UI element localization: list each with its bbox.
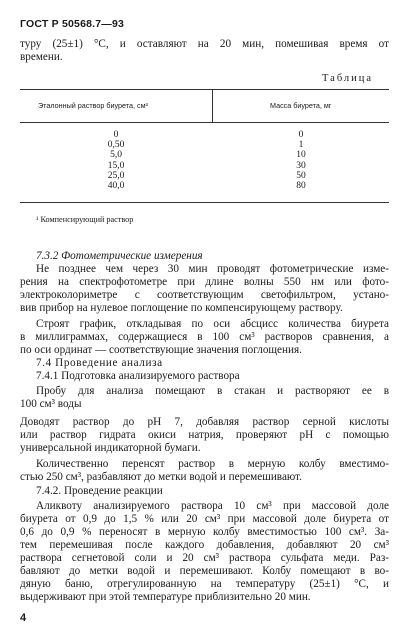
table-cell: 10 (296, 150, 306, 161)
table-header-rule (20, 122, 389, 123)
table-col2-header: Масса биурета, мг (270, 101, 332, 110)
paragraph-line: 0,6 до 0,9 % переносят в мерную колбу вместимостью 100 см³. За- (20, 526, 389, 538)
table-col1-values (86, 130, 146, 191)
page-number: 4 (20, 612, 27, 624)
table-footnote: ¹ Компенсирующий раствор (36, 215, 134, 224)
intro-line-2: времени. (20, 51, 63, 63)
section-7-4-1-heading: 7.4.1 Подготовка анализируемого раствора (36, 370, 240, 382)
paragraph-line: вив прибор на нулевое поглощение по компенсирующему раствору. (20, 302, 343, 314)
table-caption: Таблица (322, 73, 374, 84)
table-cell: 80 (296, 181, 306, 192)
intro-line-1: туру (25±1) °С, и оставляют на 20 мин, помешивая время от (20, 38, 389, 50)
paragraph-line: по оси ординат — соответствующие значения поглощения. (20, 344, 302, 356)
paragraph-line: стью 250 см³, разбавляют до метки водой и перемешивают. (20, 471, 302, 483)
standard-header: ГОСТ Р 50568.7—93 (20, 18, 125, 30)
table-cell: 5,0 (110, 150, 122, 161)
paragraph-line: рения на спектрофотометре при длине волны 550 нм или фото- (20, 276, 389, 288)
table-cell: 1 (298, 140, 304, 151)
table-cell: 0 (113, 130, 119, 140)
table-col2-values (271, 130, 331, 191)
paragraph-line: выдерживают при этой температуре приблизительно 20 мин. (20, 591, 311, 603)
paragraph-line: Строят график, откладывая по оси абсцисс количества биурета (36, 318, 389, 330)
paragraph-line: биурета от 0,9 до 1,5 % или 20 см³ при массовой доле биурета от (20, 513, 389, 525)
paragraph-line: или раствор гидрата окиси натрия, проверяют рН с помощью (20, 429, 389, 441)
paragraph-line: Пробу для анализа помещают в стакан и растворяют ее в (36, 385, 389, 397)
paragraph-line: Количественно перенсят раствор в мерную колбу вместимо- (36, 458, 389, 470)
table-cell: 0,50 (107, 140, 125, 151)
paragraph-line: раствора сегнетовой соли и 20 см³ раствора сульфата меди. Раз- (20, 552, 389, 564)
table-bottom-rule (20, 202, 389, 203)
paragraph-line: электроколориметре с соответствующим светофильтром, устано- (20, 289, 389, 301)
paragraph-line: бавляют до метки водой и перемешивают. Колбу помещают в во- (20, 565, 389, 577)
table-cell: 25,0 (107, 170, 125, 181)
paragraph-line: Не позднее чем через 30 мин проводят фотометрические изме- (36, 263, 389, 275)
paragraph-line: в миллиграммах, содержащиеся в 100 см³ растворов сравнения, а (20, 331, 389, 343)
table-cell: 0 (298, 130, 304, 140)
table-cell: 30 (296, 160, 306, 171)
table-cell: 50 (296, 170, 306, 181)
paragraph-line: 100 см³ воды (20, 398, 82, 410)
paragraph-line: Доводят раствор до рН 7, добавляя раствор серной кислоты (20, 416, 389, 428)
table-column-divider (212, 89, 213, 122)
table-top-rule (20, 89, 389, 90)
paragraph-line: дяную баню, отрегулированную на температуру (25±1) °С, и (20, 578, 389, 590)
paragraph-line: универсальной индикаторной бумаги. (20, 442, 201, 454)
paragraph-line: Аликвоту анализируемого раствора 10 см³ при массовой доле (36, 500, 389, 512)
section-7-3-2-heading: 7.3.2 Фотометрические измерения (36, 250, 203, 262)
table-cell: 15,0 (107, 160, 125, 171)
table-col1-header: Эталонный раствор биурета, см³ (38, 101, 148, 110)
paragraph-line: тем перемешивая после каждого добавления, добавляют 20 см³ (20, 539, 389, 551)
section-7-4-2-heading: 7.4.2. Проведение реакции (36, 485, 163, 497)
table-cell: 40,0 (107, 181, 125, 192)
section-7-4-heading: 7.4 Проведение анализа (36, 357, 163, 369)
